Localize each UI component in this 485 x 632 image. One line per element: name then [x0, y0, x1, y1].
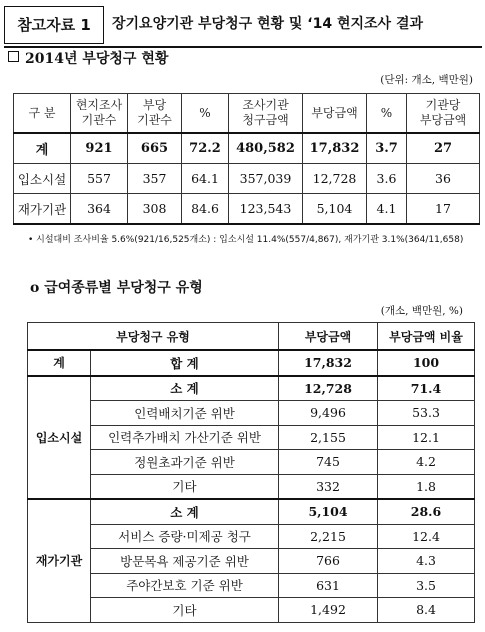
table-header-row — [28, 323, 475, 351]
table-cell: 36 — [407, 164, 480, 194]
checkbox-square-icon — [8, 51, 19, 62]
table-cell: 1.8 — [378, 474, 475, 499]
group-label: 입소시설 — [28, 376, 91, 500]
column-header: 부당 기관수 — [128, 94, 182, 134]
table-cell: 합 계 — [91, 350, 279, 376]
table-cell: 72.2 — [182, 133, 229, 164]
table-cell: 12.4 — [378, 524, 475, 549]
table-cell: 27 — [407, 133, 480, 164]
column-header: 구 분 — [14, 94, 71, 134]
table-cell: 308 — [128, 194, 182, 225]
section2-unit: (개소, 백만원, %) — [380, 305, 463, 317]
table-cell: 인력추가배치 가산기준 위반 — [91, 425, 279, 450]
table-cell: 480,582 — [229, 133, 303, 164]
table-cell: 9,496 — [279, 401, 378, 426]
table-cell: 84.6 — [182, 194, 229, 225]
group-label: 계 — [28, 350, 91, 376]
table-cell: 4.1 — [367, 194, 407, 225]
table-cell: 3.5 — [378, 573, 475, 598]
table-cell: 2,155 — [279, 425, 378, 450]
table-cell: 64.1 — [182, 164, 229, 194]
table-cell: 기타 — [91, 474, 279, 499]
group-label: 재가기관 — [28, 499, 91, 622]
table-cell: 재가기관 — [14, 194, 71, 225]
table-cell: 계 — [14, 133, 71, 164]
table-cell: 12.1 — [378, 425, 475, 450]
section1-heading — [8, 48, 168, 68]
column-header: 현지조사 기관수 — [71, 94, 128, 134]
reference-badge: 참고자료 1 — [4, 6, 104, 44]
table-row — [28, 549, 475, 574]
table-row — [28, 425, 475, 450]
table-row — [14, 164, 480, 194]
table-cell: 5,104 — [279, 499, 378, 524]
table-row — [14, 194, 480, 225]
table-cell: 17,832 — [279, 350, 378, 376]
table-row — [28, 573, 475, 598]
table-cell: 357,039 — [229, 164, 303, 194]
fraud-type-table — [27, 322, 475, 623]
table-cell: 921 — [71, 133, 128, 164]
table-cell: 8.4 — [378, 598, 475, 623]
table-header-row — [14, 94, 480, 134]
column-header: 기관당 부당금액 — [407, 94, 480, 134]
table-cell: 인력배치기준 위반 — [91, 401, 279, 426]
table-cell: 방문목욕 제공기준 위반 — [91, 549, 279, 574]
table-row — [28, 401, 475, 426]
column-header: % — [182, 94, 229, 134]
column-header: % — [367, 94, 407, 134]
table-cell: 357 — [128, 164, 182, 194]
table-cell: 71.4 — [378, 376, 475, 401]
table-cell: 12,728 — [303, 164, 367, 194]
document-title: 장기요양기관 부당청구 현황 및 ‘14 현지조사 결과 — [112, 16, 423, 32]
table-cell: 2,215 — [279, 524, 378, 549]
table-cell: 입소시설 — [14, 164, 71, 194]
table-cell: 631 — [279, 573, 378, 598]
table-cell: 766 — [279, 549, 378, 574]
table-cell: 소 계 — [91, 376, 279, 401]
table-cell: 17,832 — [303, 133, 367, 164]
table-cell: 745 — [279, 450, 378, 475]
column-header: 조사기관 청구금액 — [229, 94, 303, 134]
table-cell: 17 — [407, 194, 480, 225]
column-header: 부당금액 — [279, 323, 378, 351]
table-cell: 3.6 — [367, 164, 407, 194]
section1-title: 2014년 부당청구 현황 — [25, 51, 169, 67]
section2-title: o 급여종류별 부당청구 유형 — [30, 280, 203, 296]
table-cell: 28.6 — [378, 499, 475, 524]
table-cell: 100 — [378, 350, 475, 376]
table-cell: 서비스 증량·미제공 청구 — [91, 524, 279, 549]
table-row — [28, 474, 475, 499]
table-cell: 123,543 — [229, 194, 303, 225]
table-cell: 소 계 — [91, 499, 279, 524]
table-cell: 665 — [128, 133, 182, 164]
table-cell: 332 — [279, 474, 378, 499]
table-cell: 1,492 — [279, 598, 378, 623]
table-cell: 3.7 — [367, 133, 407, 164]
survey-ratio-note: • 시설대비 조사비율 5.6%(921/16,525개소) : 입소시설 11.4%(557/4,867), 재가기관 3.1%(364/11,658) — [28, 235, 464, 245]
table-cell: 53.3 — [378, 401, 475, 426]
table-cell: 5,104 — [303, 194, 367, 225]
table-cell: 4.2 — [378, 450, 475, 475]
table-cell: 12,728 — [279, 376, 378, 401]
table-row — [28, 376, 475, 401]
table-row — [28, 450, 475, 475]
document-header — [4, 6, 482, 44]
column-header: 부당금액 비율 — [378, 323, 475, 351]
table-row — [28, 598, 475, 623]
table-cell: 주야간보호 기준 위반 — [91, 573, 279, 598]
column-header: 부당청구 유형 — [28, 323, 279, 351]
table-row — [28, 350, 475, 376]
column-header: 부당금액 — [303, 94, 367, 134]
table-cell: 기타 — [91, 598, 279, 623]
table-cell: 정원초과기준 위반 — [91, 450, 279, 475]
table-cell: 557 — [71, 164, 128, 194]
section1-unit: (단위: 개소, 백만원) — [380, 74, 473, 86]
table-row — [28, 499, 475, 524]
table-row — [14, 133, 480, 164]
table-cell: 364 — [71, 194, 128, 225]
table-row — [28, 524, 475, 549]
table-cell: 4.3 — [378, 549, 475, 574]
fraud-status-table — [13, 93, 480, 225]
